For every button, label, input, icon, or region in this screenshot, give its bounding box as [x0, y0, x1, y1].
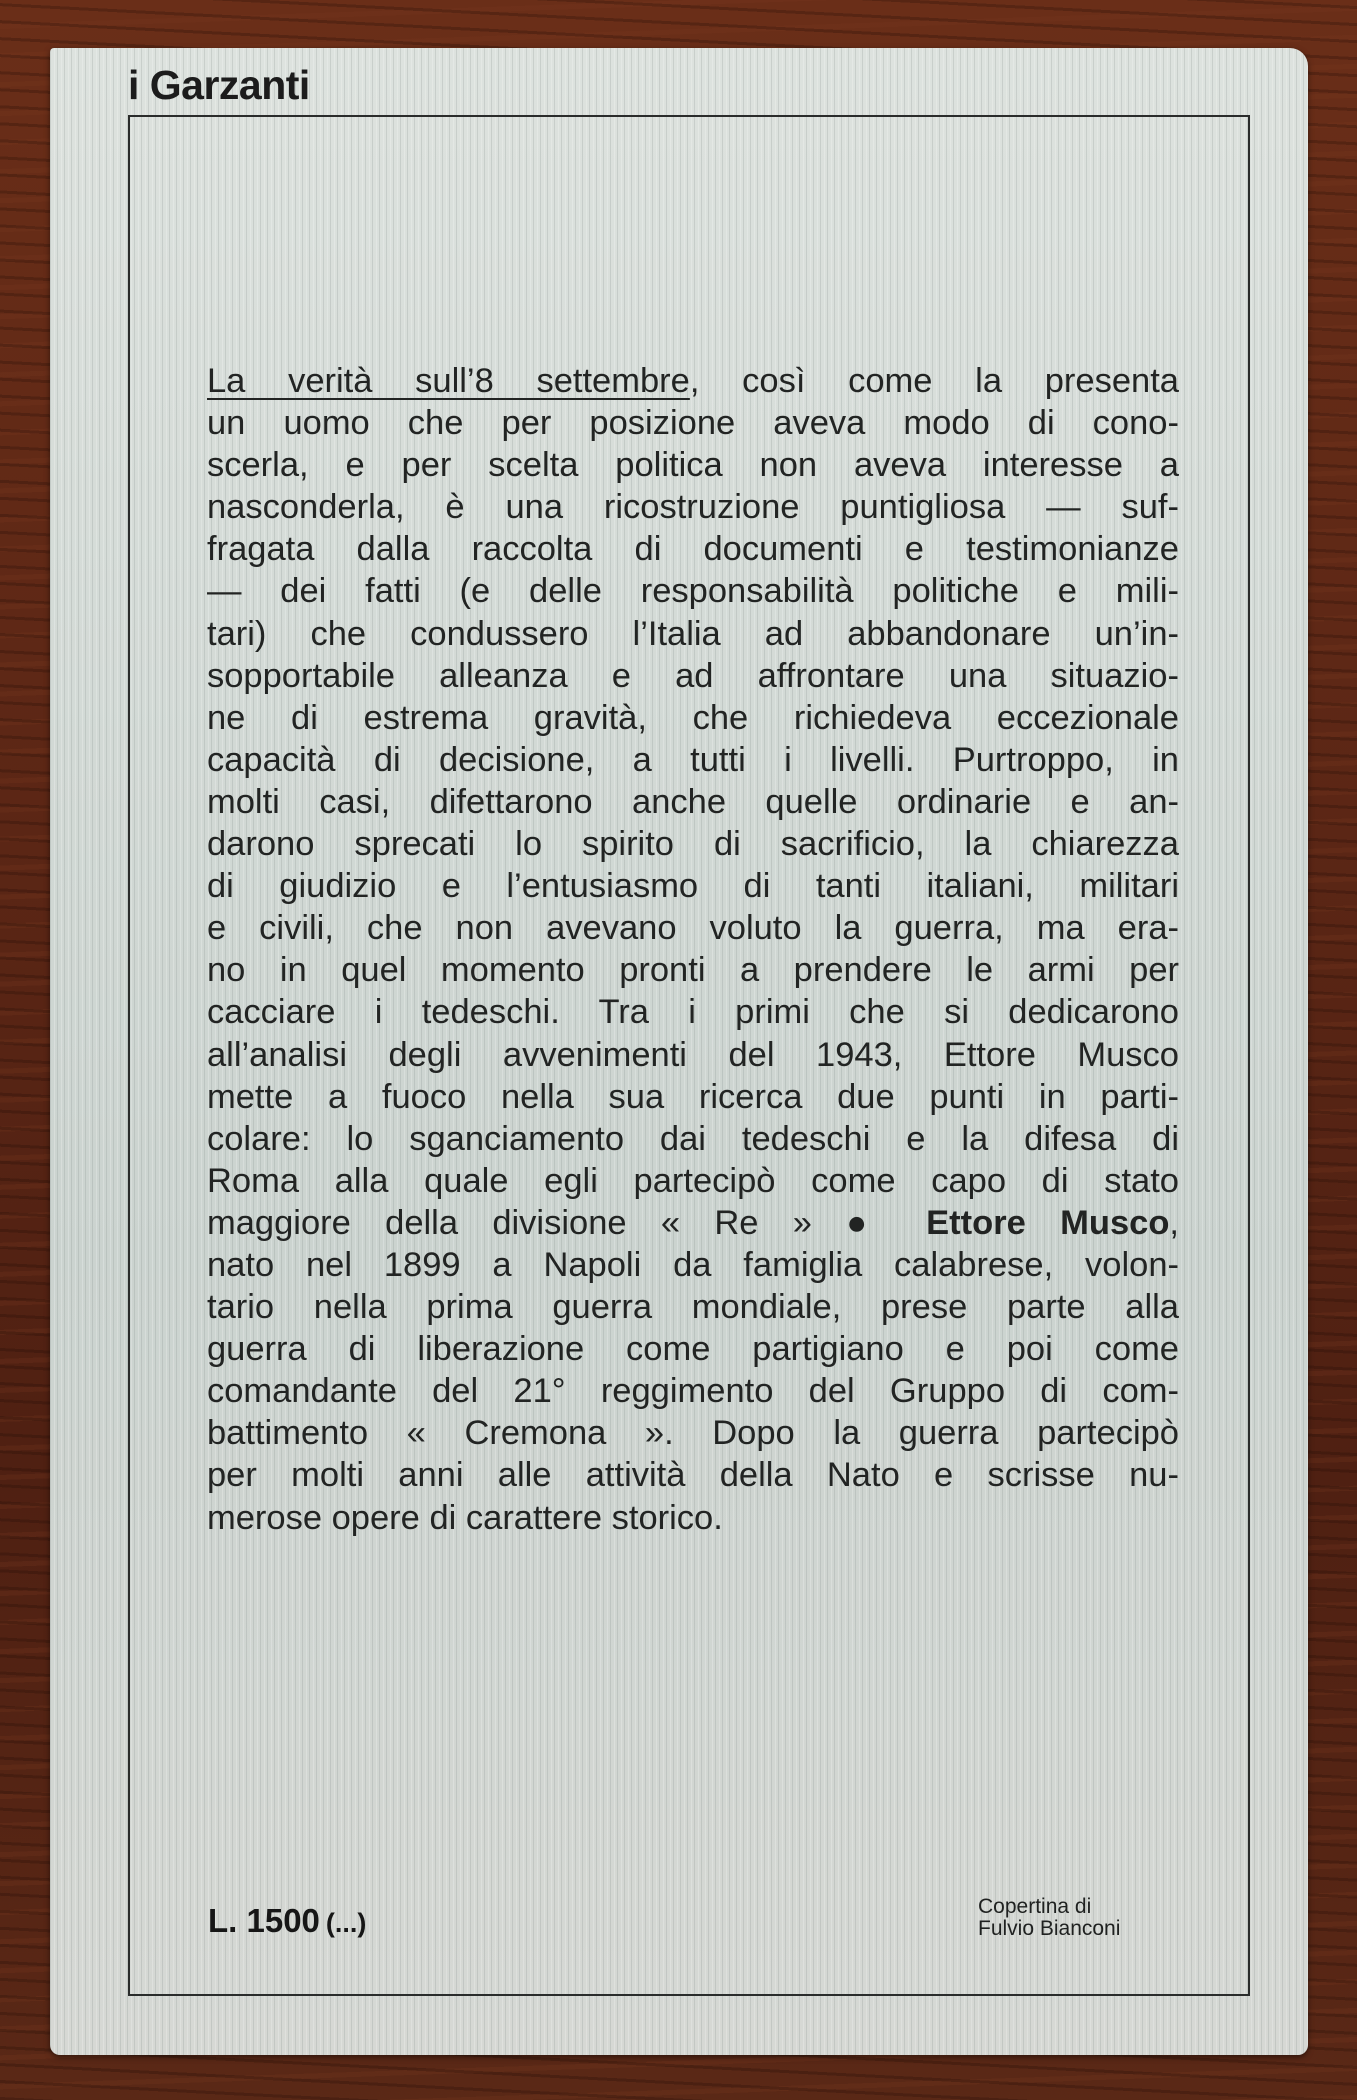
- blurb-line: sopportabile alleanza e ad affrontare una situazio-: [207, 656, 1179, 695]
- blurb-line: merose opere di carattere storico.: [207, 1498, 723, 1537]
- blurb-line: ne di estrema gravità, che richiedeva eccezionale: [207, 698, 1179, 737]
- blurb-line: fragata dalla raccolta di documenti e testimonianze: [207, 530, 1179, 569]
- blurb-line: battimento « Cremona ». Dopo la guerra partecipò: [207, 1414, 1179, 1453]
- blurb-line: colare: lo sganciamento dai tedeschi e la difesa di: [207, 1119, 1179, 1158]
- blurb-line: tari) che condussero l’Italia ad abbandonare un’in-: [207, 614, 1179, 653]
- blurb-line: e civili, che non avevano voluto la guerra, ma era-: [207, 909, 1179, 948]
- cover-frame: [128, 115, 1250, 1996]
- blurb-line: La verità sull’8 settembre, così come la presenta: [207, 362, 1179, 400]
- price-label: L. 1500 (...): [208, 1902, 367, 1939]
- blurb-line: scerla, e per scelta politica non aveva interesse a: [207, 446, 1179, 485]
- blurb-line: mette a fuoco nella sua ricerca due punti in parti-: [207, 1077, 1179, 1116]
- blurb-line: maggiore della divisione « Re » ● Ettore Musco,: [207, 1203, 1179, 1242]
- blurb-line: no in quel momento pronti a prendere le armi per: [207, 951, 1179, 990]
- author-name: Ettore Musco: [926, 1203, 1170, 1242]
- blurb-line: nato nel 1899 a Napoli da famiglia calabrese, volon-: [207, 1245, 1179, 1284]
- blurb-line: tario nella prima guerra mondiale, prese parte alla: [207, 1288, 1179, 1327]
- blurb-line: molti casi, difettarono anche quelle ordinarie e an-: [207, 782, 1179, 821]
- blurb-line: capacità di decisione, a tutti i livelli. Purtroppo, in: [207, 740, 1179, 779]
- blurb-line: nasconderla, è una ricostruzione puntigliosa — suf-: [207, 488, 1179, 527]
- blurb-line: guerra di liberazione come partigiano e poi come: [207, 1330, 1179, 1369]
- blurb-line: darono sprecati lo spirito di sacrificio, la chiarezza: [207, 825, 1179, 864]
- publisher-logo: i Garzanti: [128, 62, 310, 108]
- cover-credit: Copertina di Fulvio Bianconi: [978, 1895, 1121, 1940]
- price-suffix: (...): [325, 1908, 367, 1938]
- blurb-line: all’analisi degli avvenimenti del 1943, Ettore Musco: [207, 1035, 1179, 1074]
- blurb-text: [207, 360, 1179, 1539]
- blurb-line: per molti anni alle attività della Nato e scrisse nu-: [207, 1456, 1179, 1495]
- book-title-reference: La verità sull’8 settembre: [207, 362, 690, 400]
- cover-designer: Fulvio Bianconi: [978, 1917, 1121, 1940]
- blurb-line: cacciare i tedeschi. Tra i primi che si dedicarono: [207, 993, 1179, 1032]
- book-back-cover: [50, 48, 1308, 2055]
- blurb-line: — dei fatti (e delle responsabilità politiche e mili-: [207, 572, 1179, 611]
- blurb-line: Roma alla quale egli partecipò come capo di stato: [207, 1161, 1179, 1200]
- blurb-line: un uomo che per posizione aveva modo di cono-: [207, 404, 1179, 443]
- blurb-line: comandante del 21° reggimento del Gruppo di com-: [207, 1372, 1179, 1411]
- blurb-line: di giudizio e l’entusiasmo di tanti italiani, militari: [207, 867, 1179, 906]
